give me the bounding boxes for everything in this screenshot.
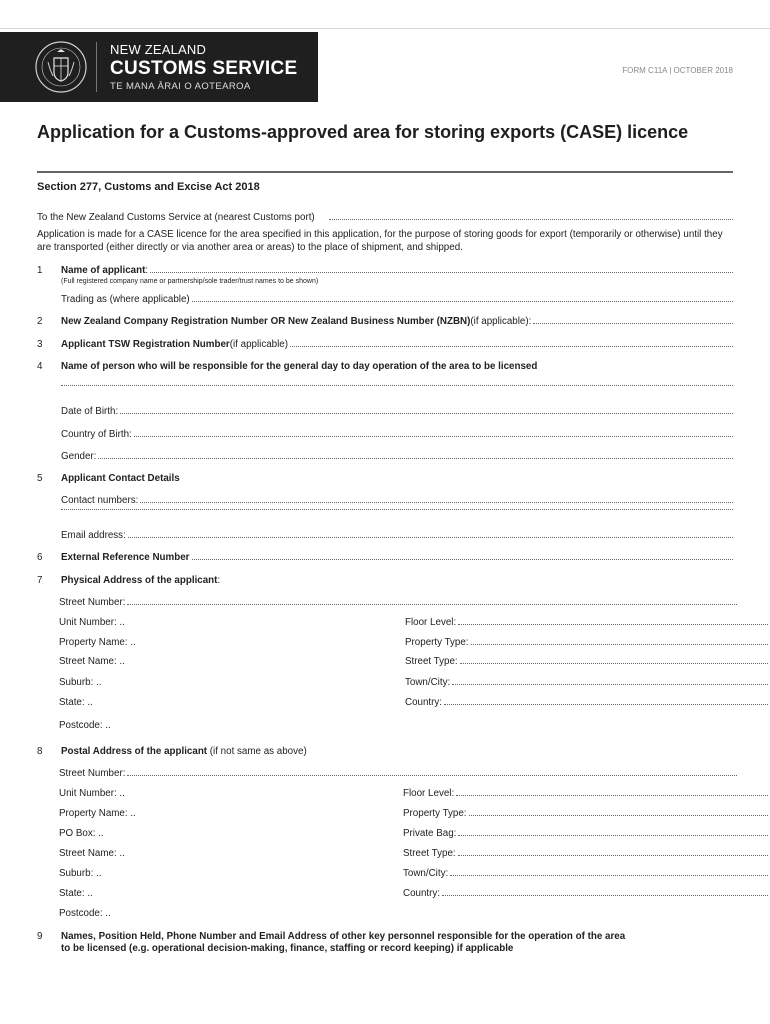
applicant-name-label: Name of applicant	[61, 265, 146, 276]
physical-property-name-field[interactable]: Property Name: ..	[59, 637, 136, 648]
tsw-label: Applicant TSW Registration Number	[61, 339, 230, 350]
gender-field[interactable]	[61, 451, 733, 462]
postal-street-type-field[interactable]	[403, 848, 768, 859]
banner-divider	[96, 42, 97, 92]
country-of-birth-label: Country of Birth:	[61, 429, 132, 440]
postal-property-name-field[interactable]: Property Name: ..	[59, 808, 136, 819]
postal-street-number-field[interactable]	[59, 768, 737, 779]
nzbn-suffix: (if applicable):	[470, 316, 532, 327]
physical-street-number-field[interactable]	[59, 597, 737, 608]
street-type-label: Street Type:	[405, 656, 458, 667]
postal-suburb-field[interactable]: Suburb: ..	[59, 868, 102, 879]
applicant-name-field[interactable]	[61, 265, 733, 276]
nz-coat-of-arms-icon	[34, 40, 88, 94]
section-reference: Section 277, Customs and Excise Act 2018	[37, 181, 260, 193]
country-of-birth-field[interactable]	[61, 429, 733, 440]
email-label: Email address:	[61, 530, 126, 541]
town-city-label: Town/City:	[405, 677, 451, 688]
applicant-name-note: (Full registered company name or partnership/sole trader/trust names to be shown)	[61, 278, 319, 285]
postal-town-city-field[interactable]	[403, 868, 768, 879]
responsible-person-field[interactable]	[61, 383, 733, 386]
postal-state-field[interactable]: State: ..	[59, 888, 93, 899]
physical-floor-level-field[interactable]	[405, 617, 768, 628]
brand-line-2: CUSTOMS SERVICE	[110, 58, 298, 79]
intro-paragraph: Application is made for a CASE licence for the area specified in this application, for the purpose of storing goods for export (temporarily or otherwise) until they are transported (either directly or via another area or areas) to the place of shipment, and shipped.	[37, 229, 723, 253]
item-number: 2	[37, 316, 43, 327]
brand-line-3: TE MANA ĀRAI O AOTEAROA	[110, 81, 251, 92]
postal-po-box-field[interactable]: PO Box: ..	[59, 828, 104, 839]
contact-numbers-extra-field[interactable]	[61, 507, 733, 510]
postal-floor-level-field[interactable]	[403, 788, 768, 799]
physical-suburb-field[interactable]: Suburb: ..	[59, 677, 102, 688]
gender-label: Gender:	[61, 451, 97, 462]
contact-numbers-label: Contact numbers:	[61, 495, 139, 506]
item-number: 3	[37, 339, 43, 350]
item-number: 8	[37, 746, 43, 757]
tsw-suffix: (if applicable)	[229, 339, 288, 350]
town-city-label: Town/City:	[403, 868, 449, 879]
physical-street-type-field[interactable]	[405, 656, 768, 667]
postal-address-label	[61, 746, 307, 757]
physical-street-name-field[interactable]: Street Name: ..	[59, 656, 125, 667]
trading-as-label: Trading as (where applicable)	[61, 294, 190, 305]
floor-level-label: Floor Level:	[405, 617, 457, 628]
street-number-label: Street Number:	[59, 597, 126, 608]
email-field[interactable]	[61, 530, 733, 541]
postal-private-bag-field[interactable]	[403, 828, 768, 839]
postal-unit-number-field[interactable]: Unit Number: ..	[59, 788, 125, 799]
form-reference: FORM C11A | OCTOBER 2018	[622, 66, 733, 75]
physical-country-field[interactable]	[405, 697, 768, 708]
nzbn-field[interactable]	[61, 316, 733, 327]
item-number: 6	[37, 552, 43, 563]
item-number: 7	[37, 575, 43, 586]
country-label: Country:	[403, 888, 441, 899]
nzbn-label: New Zealand Company Registration Number OR New Zealand Business Number (NZBN)	[61, 316, 471, 327]
postal-country-field[interactable]	[403, 888, 768, 899]
physical-postcode-field[interactable]: Postcode: ..	[59, 720, 111, 731]
dob-field[interactable]	[61, 406, 733, 417]
postal-address-title: Postal Address of the applicant	[61, 746, 208, 757]
physical-address-label	[61, 575, 220, 586]
top-rule	[0, 28, 770, 29]
postal-postcode-field[interactable]: Postcode: ..	[59, 908, 111, 919]
trading-as-field[interactable]	[61, 294, 733, 305]
country-label: Country:	[405, 697, 443, 708]
physical-address-title: Physical Address of the applicant	[61, 575, 218, 586]
item-number: 9	[37, 931, 43, 942]
contact-details-label: Applicant Contact Details	[61, 473, 180, 484]
customs-port-field[interactable]	[37, 212, 733, 223]
property-type-label: Property Type:	[405, 637, 469, 648]
postal-address-suffix: (if not same as above)	[207, 746, 307, 757]
title-rule	[37, 171, 733, 173]
street-number-label: Street Number:	[59, 768, 126, 779]
external-reference-field[interactable]	[61, 552, 733, 563]
page-title: Application for a Customs-approved area for storing exports (CASE) licence	[37, 122, 689, 142]
item-number: 5	[37, 473, 43, 484]
external-reference-label: External Reference Number	[61, 552, 190, 563]
physical-town-city-field[interactable]	[405, 677, 768, 688]
street-type-label: Street Type:	[403, 848, 456, 859]
physical-property-type-field[interactable]	[405, 637, 768, 648]
contact-numbers-field[interactable]	[61, 495, 733, 506]
physical-state-field[interactable]: State: ..	[59, 697, 93, 708]
label-colon: :	[145, 265, 149, 276]
item-number: 1	[37, 265, 43, 276]
customs-port-label: To the New Zealand Customs Service at (nearest Customs port)	[37, 212, 315, 223]
floor-level-label: Floor Level:	[403, 788, 455, 799]
responsible-person-label: Name of person who will be responsible for the general day to day operation of the area to be licensed	[61, 361, 538, 372]
item-number: 4	[37, 361, 43, 372]
brand-line-1: NEW ZEALAND	[110, 42, 207, 57]
postal-street-name-field[interactable]: Street Name: ..	[59, 848, 125, 859]
postal-property-type-field[interactable]	[403, 808, 768, 819]
label-colon: :	[217, 575, 221, 586]
customs-banner	[0, 32, 318, 102]
physical-unit-number-field[interactable]: Unit Number: ..	[59, 617, 125, 628]
property-type-label: Property Type:	[403, 808, 467, 819]
key-personnel-label-line1: Names, Position Held, Phone Number and Email Address of other key personnel responsible for the operation of the area	[61, 931, 626, 942]
private-bag-label: Private Bag:	[403, 828, 457, 839]
key-personnel-label-line2: to be licensed (e.g. operational decision-making, finance, staffing or record keeping) if applicable	[61, 943, 514, 954]
tsw-field[interactable]	[61, 339, 733, 350]
dob-label: Date of Birth:	[61, 406, 119, 417]
